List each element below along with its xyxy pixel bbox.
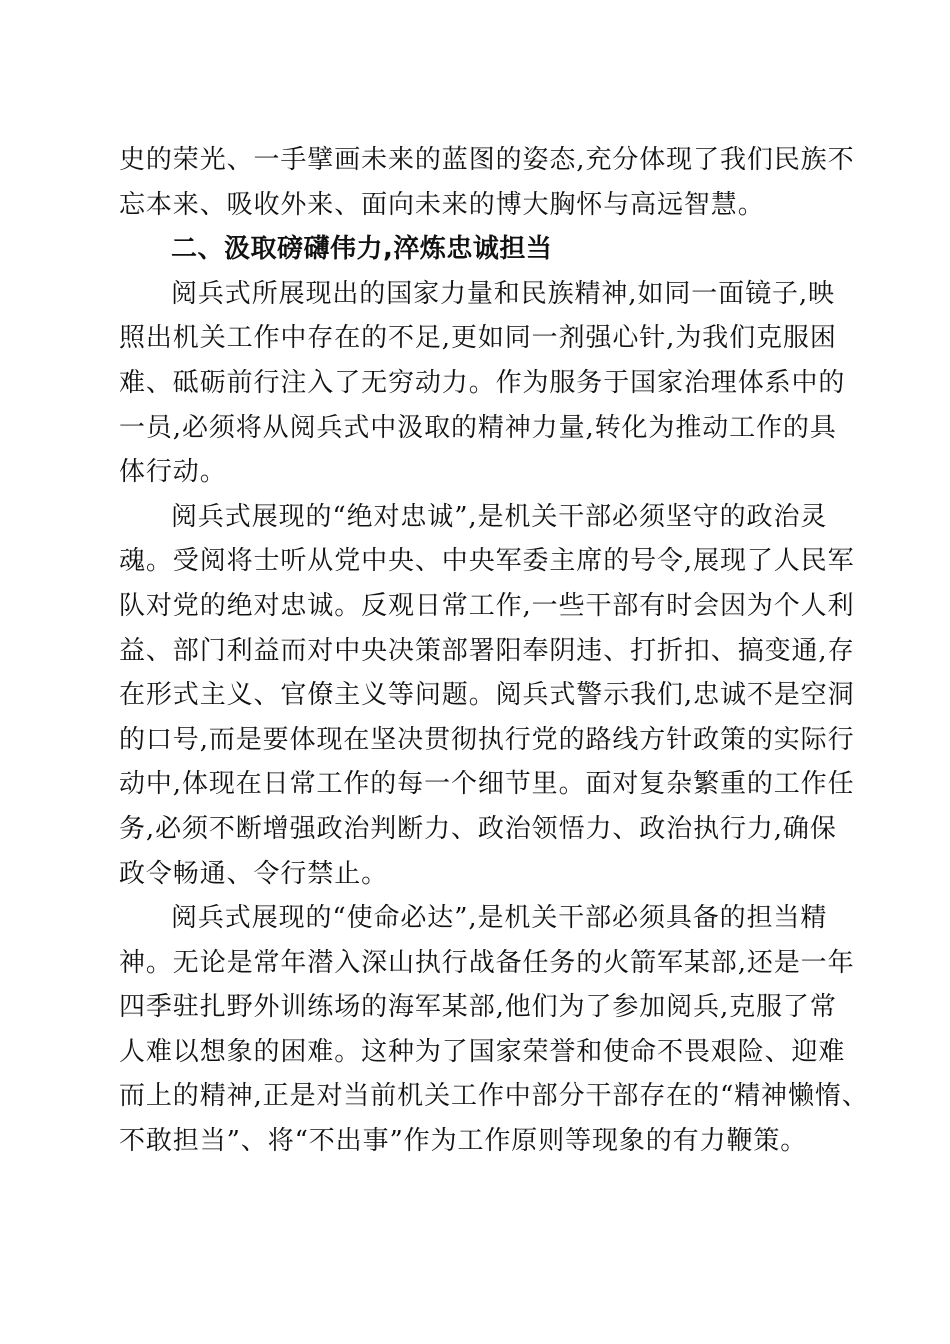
text-line: 益、部门利益而对中央决策部署阳奉阴违、打折扣、搞变通,存 [119,635,855,666]
paragraph-start-line: 阅兵式展现的“绝对忠诚”,是机关干部必须坚守的政治灵 [171,501,828,532]
text-line: 政令畅通、令行禁止。 [119,858,389,889]
text-line: 务,必须不断增强政治判断力、政治领悟力、政治执行力,确保 [119,813,837,844]
text-line: 在形式主义、官僚主义等问题。阅兵式警示我们,忠诚不是空洞 [119,680,855,711]
text-line: 人难以想象的困难。这种为了国家荣誉和使命不畏艰险、迎难 [119,1036,846,1067]
paragraph-start-line: 阅兵式展现的“使命必达”,是机关干部必须具备的担当精 [171,903,828,934]
document-body [119,138,869,1164]
text-line: 不敢担当”、将“不出事”作为工作原则等现象的有力鞭策。 [119,1126,808,1157]
text-line: 动中,体现在日常工作的每一个细节里。面对复杂繁重的工作任 [119,769,855,800]
text-line: 而上的精神,正是对当前机关工作中部分干部存在的“精神懒惰、 [119,1081,869,1112]
text-line: 史的荣光、一手擘画未来的蓝图的姿态,充分体现了我们民族不 [119,145,855,175]
text-line: 忘本来、吸收外来、面向未来的博大胸怀与高远智慧。 [119,189,765,220]
text-line: 一员,必须将从阅兵式中汲取的精神力量,转化为推动工作的具 [119,412,837,443]
text-line: 队对党的绝对忠诚。反观日常工作,一些干部有时会因为个人利 [119,590,855,621]
text-line: 魂。受阅将士听从党中央、中央军委主席的号令,展现了人民军 [119,546,855,577]
section-heading: 二、汲取磅礴伟力,淬炼忠诚担当 [171,234,553,265]
text-line: 体行动。 [119,457,227,488]
text-line: 的口号,而是要体现在坚决贯彻执行党的路线方针政策的实际行 [119,724,855,755]
text-line: 神。无论是常年潜入深山执行战备任务的火箭军某部,还是一年 [119,947,855,978]
paragraph-start-line: 阅兵式所展现出的国家力量和民族精神,如同一面镜子,映 [171,278,835,309]
text-line: 四季驻扎野外训练场的海军某部,他们为了参加阅兵,克服了常 [119,992,837,1023]
text-line: 照出机关工作中存在的不足,更如同一剂强心针,为我们克服困 [119,323,837,354]
text-line: 难、砥砺前行注入了无穷动力。作为服务于国家治理体系中的 [119,367,846,398]
